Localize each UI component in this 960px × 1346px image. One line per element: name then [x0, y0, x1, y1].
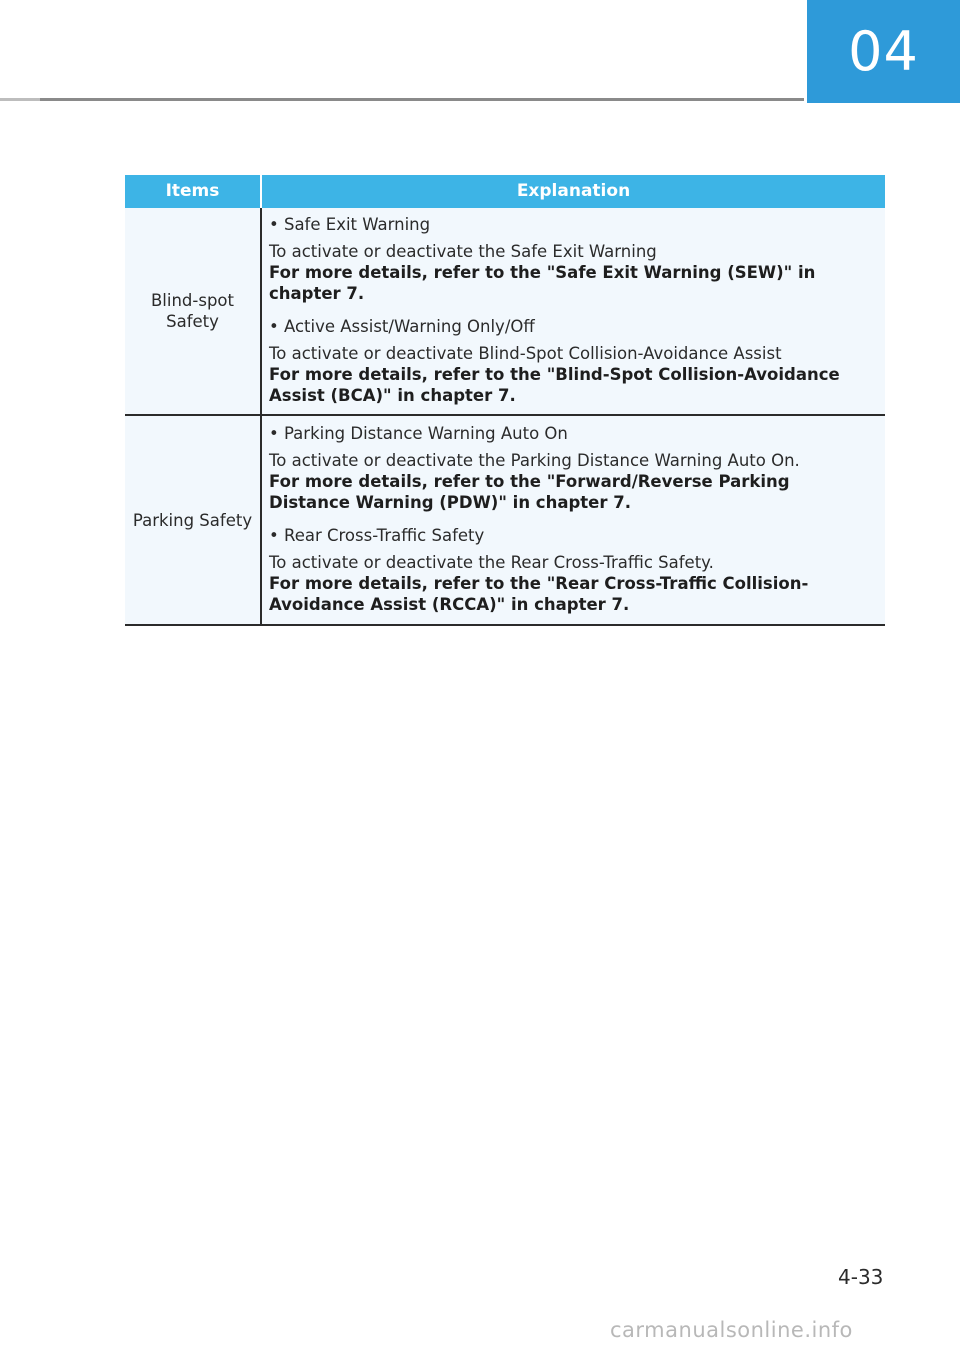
- entry: [269, 316, 873, 406]
- entry-description: To activate or deactivate the Rear Cross-Traffic Safety.: [269, 553, 714, 572]
- entry-description: To activate or deactivate the Safe Exit Warning: [269, 242, 657, 261]
- entry-reference: For more details, refer to the "Safe Exit Warning (SEW)" in chapter 7.: [269, 263, 816, 303]
- table-row: [125, 415, 885, 625]
- watermark: carmanualsonline.info: [610, 1318, 853, 1342]
- entry: [269, 214, 873, 304]
- entry: [269, 423, 873, 513]
- entry-reference: For more details, refer to the "Forward/Reverse Parking Distance Warning (PDW)" in chapter 7.: [269, 472, 790, 512]
- header-items: Items: [125, 175, 261, 208]
- entry: [269, 525, 873, 615]
- settings-table: [125, 175, 885, 626]
- bullet-title: • Parking Distance Warning Auto On: [269, 424, 568, 443]
- chapter-tab: [807, 0, 960, 103]
- bullet-title: • Safe Exit Warning: [269, 215, 431, 234]
- table-header-row: [125, 175, 885, 208]
- explanation-cell: [261, 208, 885, 415]
- item-cell: Parking Safety: [125, 415, 261, 625]
- header-rule: [0, 98, 804, 101]
- explanation-cell: [261, 415, 885, 625]
- bullet-title: • Rear Cross-Traffic Safety: [269, 526, 485, 545]
- entry-description: To activate or deactivate Blind-Spot Collision-Avoidance Assist: [269, 344, 782, 363]
- entry-reference: For more details, refer to the "Blind-Spot Collision-Avoidance Assist (BCA)" in chapter 7.: [269, 365, 840, 405]
- header-explanation: Explanation: [261, 175, 885, 208]
- bullet-title: • Active Assist/Warning Only/Off: [269, 317, 535, 336]
- entry-reference: For more details, refer to the "Rear Cross-Traffic Collision-Avoidance Assist (RCCA)" in chapter 7.: [269, 574, 809, 614]
- entry-description: To activate or deactivate the Parking Distance Warning Auto On.: [269, 451, 800, 470]
- item-cell: Blind-spot Safety: [125, 208, 261, 415]
- page-number: 4-33: [838, 1265, 884, 1289]
- chapter-number: 04: [848, 20, 919, 83]
- table-row: [125, 208, 885, 415]
- header-rule-accent: [0, 98, 40, 101]
